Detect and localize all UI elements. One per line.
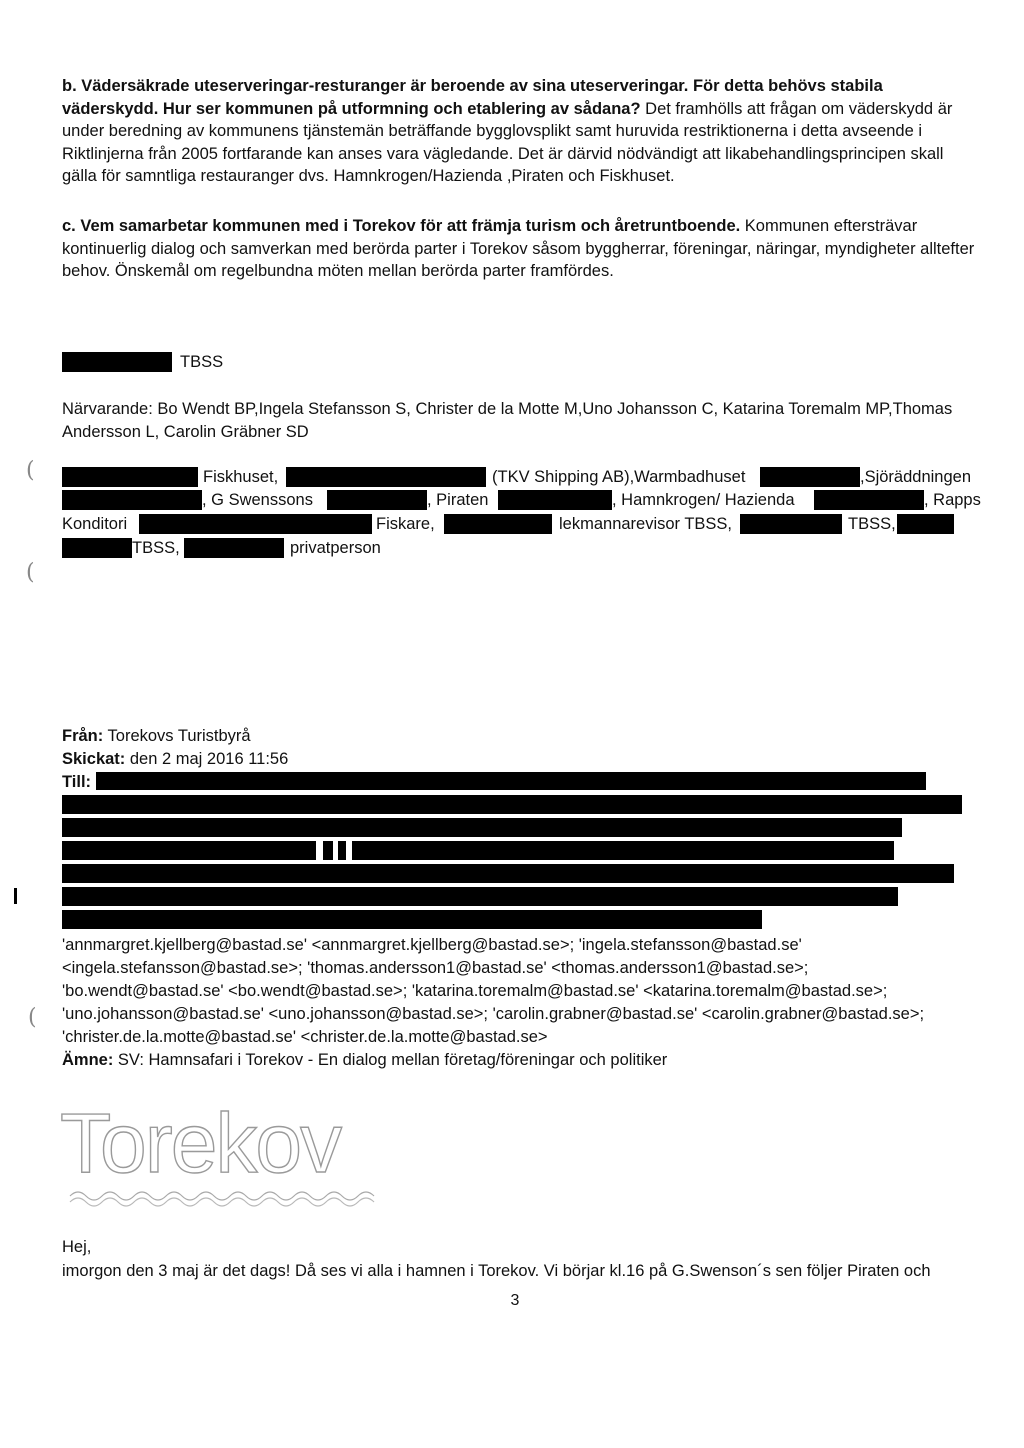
redaction: [760, 467, 860, 487]
torekov-logo: [60, 1098, 390, 1223]
sent-value: den 2 maj 2016 11:56: [125, 750, 289, 768]
intro-text: imorgon den 3 maj är det dags! Då ses vi alla i hamnen i Torekov. Vi börjar kl.16 på G.Swenson´s sen följer Piraten och: [62, 1262, 931, 1280]
email-from: [62, 725, 251, 747]
redaction: [338, 841, 346, 860]
sent-label: Skickat:: [62, 750, 126, 768]
attendee-hamnkrogen: , Hamnkrogen/ Hazienda: [612, 491, 795, 509]
attendee-konditori: Konditori: [62, 515, 128, 533]
greeting: Hej,: [62, 1238, 92, 1256]
scan-mark: (: [26, 560, 35, 585]
scan-mark: (: [26, 458, 35, 483]
redaction: [62, 490, 202, 510]
email-to: [62, 771, 91, 793]
section-b: [62, 75, 982, 188]
attendee-privat: privatperson: [290, 539, 381, 557]
section-c-heading: c. Vem samarbetar kommunen med i Torekov för att främja turism och åretruntboende.: [62, 217, 741, 235]
redaction: [352, 841, 894, 860]
redaction: [323, 841, 333, 860]
attendee-fiskhuset: Fiskhuset,: [203, 468, 279, 486]
svg-text:Torekov: Torekov: [60, 1098, 341, 1190]
redaction: [62, 538, 132, 558]
attendee-tbss2: TBSS,: [848, 515, 896, 533]
email-subject: [62, 1049, 667, 1071]
redaction: [62, 910, 762, 929]
scan-mark: (: [28, 1005, 37, 1030]
from-label: Från:: [62, 727, 104, 745]
attendee-fiskare: Fiskare,: [376, 515, 435, 533]
redaction: [62, 795, 962, 814]
redaction: [62, 887, 898, 906]
recipient-line: <ingela.stefansson@bastad.se>; 'thomas.andersson1@bastad.se' <thomas.andersson1@bastad.se>;: [62, 959, 809, 977]
redaction: [62, 467, 198, 487]
redaction: [184, 538, 284, 558]
subject-value: SV: Hamnsafari i Torekov - En dialog mellan företag/föreningar och politiker: [113, 1051, 668, 1069]
attendee-piraten: , Piraten: [427, 491, 489, 509]
redaction: [286, 467, 486, 487]
redaction: [96, 772, 926, 790]
redaction: [62, 818, 902, 837]
attendee-rapps: , Rapps: [924, 491, 981, 509]
section-b-heading: b. Vädersäkrade uteserveringar-resturanger är beroende av sina uteserveringar. För detta behövs stabila väderskydd. Hur ser kommunen på utformning och etablering av sådana?: [62, 77, 883, 118]
subject-label: Ämne:: [62, 1051, 114, 1069]
recipient-line: 'uno.johansson@bastad.se' <uno.johansson@bastad.se>; 'carolin.grabner@bastad.se' <carolin.grabner@bastad.se>;: [62, 1005, 925, 1023]
attendee-tkv: (TKV Shipping AB),Warmbadhuset: [492, 468, 746, 486]
redaction: [444, 514, 552, 534]
redaction: [62, 841, 316, 860]
redaction: [327, 490, 427, 510]
recipient-line: 'annmargret.kjellberg@bastad.se' <annmargret.kjellberg@bastad.se>; 'ingela.stefansson@bastad.se': [62, 936, 802, 954]
redaction: [62, 352, 172, 372]
page-number: 3: [510, 1292, 520, 1309]
section-c: [62, 215, 982, 283]
scan-mark: [14, 888, 17, 904]
redaction: [62, 864, 954, 883]
redaction: [740, 514, 842, 534]
meeting-present: Närvarande: Bo Wendt BP,Ingela Stefansson S, Christer de la Motte M,Uno Johansson C, Katarina Toremalm MP,Thomas Andersson L, Carolin Gräbner SD: [62, 400, 953, 441]
redaction: [139, 514, 372, 534]
email-sent: [62, 748, 288, 770]
to-label: Till:: [62, 773, 92, 791]
section-c-body: Kommunen eftersträvar kontinuerlig dialog och samverkan med berörda parter i Torekov såsom byggherrar, föreningar, näringar, myndigheter alltefter behov. Önskemål om regelbundna möten mellan berörda parter framfördes.: [62, 217, 975, 281]
recipient-line: 'christer.de.la.motte@bastad.se' <christer.de.la.motte@bastad.se>: [62, 1028, 548, 1046]
redaction: [897, 514, 954, 534]
redaction: [814, 490, 924, 510]
attendee-sjoraddningen: ,Sjöräddningen: [860, 468, 972, 486]
attendee-lekmanna: lekmannarevisor TBSS,: [559, 515, 733, 533]
section-b-body: Det framhölls att frågan om väderskydd är under beredning av kommunens tjänstemän beträffande bygglovsplikt samt huruvida restriktionerna i detta avseende i Riktlinjerna från 2005 fortfarande kan anses vara vägledande. Det är därvid nödvändigt att likabehandlingsprincipen skall gälla för samntliga restauranger dvs. Hamnkrogen/Hazienda ,Piraten och Fiskhuset.: [62, 99, 953, 186]
redaction: [498, 490, 612, 510]
attendee-tbss3: TBSS,: [132, 539, 180, 557]
recipient-line: 'bo.wendt@bastad.se' <bo.wendt@bastad.se>; 'katarina.toremalm@bastad.se' <katarina.toremalm@bastad.se>;: [62, 982, 888, 1000]
from-value: Torekovs Turistbyrå: [103, 727, 251, 745]
attendee-gswenssons: , G Swenssons: [202, 491, 313, 509]
meeting-org: TBSS: [180, 353, 224, 371]
